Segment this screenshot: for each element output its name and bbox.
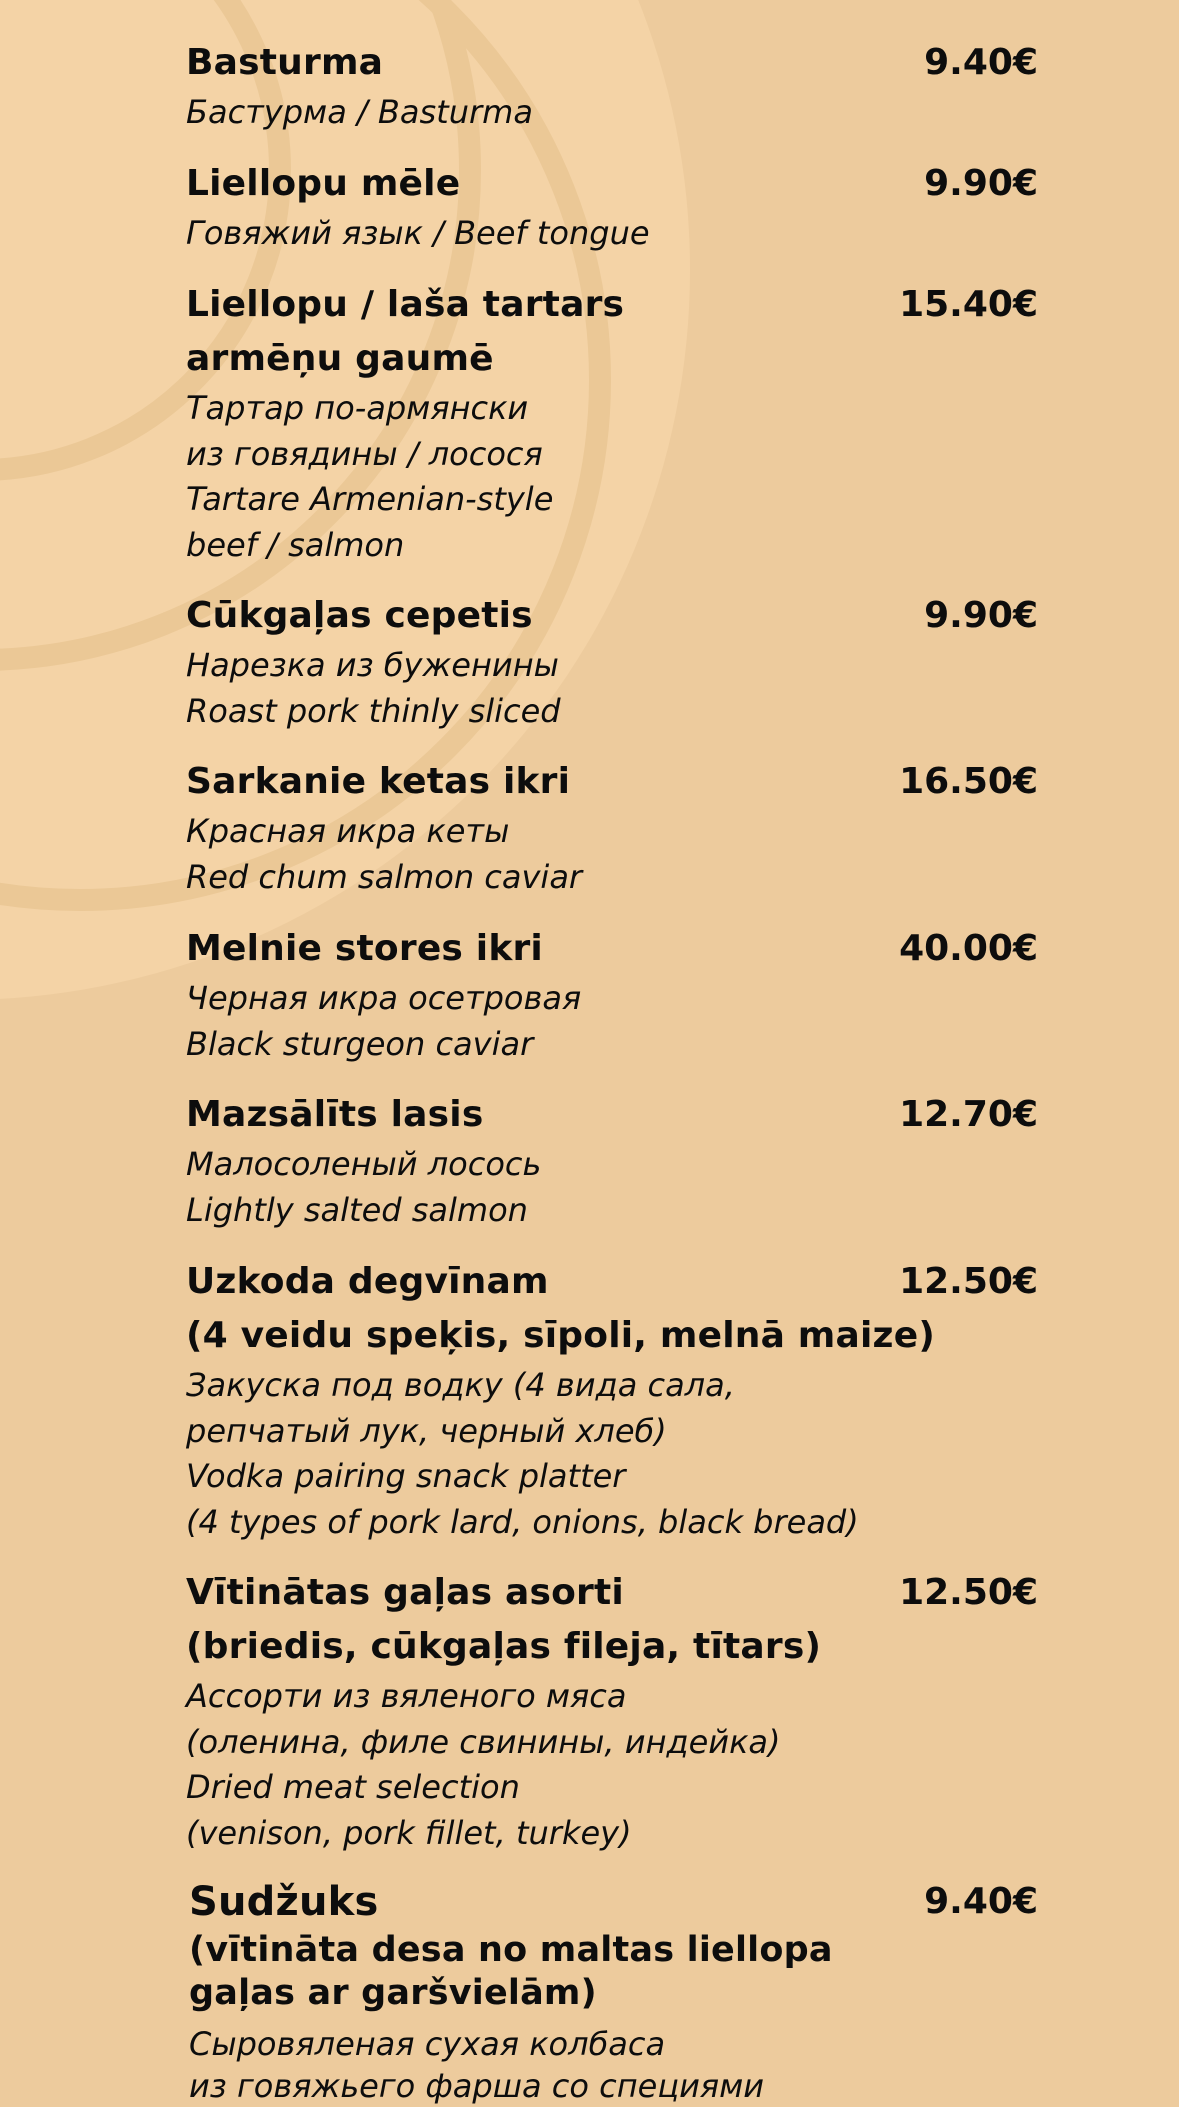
item-description: Красная икра кеты Red chum salmon caviar [186,812,583,896]
item-price: 9.40€ [924,1881,1038,1922]
item-description: Бастурма / Basturma [186,93,533,131]
item-price: 12.50€ [899,1261,1038,1302]
item-description: Малосоленый лосось Lightly salted salmon [186,1145,542,1229]
menu-item [186,157,1038,257]
item-price: 15.40€ [899,284,1038,325]
menu-item [186,1088,1038,1233]
item-price: 40.00€ [899,928,1038,969]
item-description: Тартар по-армянски из говядины / лосося Tartare Armenian-style beef / salmon [186,389,554,564]
menu-item [186,589,1038,734]
menu-item [186,36,1038,136]
menu-item [189,1875,1038,2107]
item-price: 16.50€ [899,761,1038,802]
item-name: Basturma [186,42,384,83]
item-price: 9.90€ [924,595,1038,636]
item-price: 9.90€ [924,163,1038,204]
item-name: Uzkoda degvīnam (4 veidu speķis, sīpoli, melnā maize) [186,1261,935,1356]
item-description: Нарезка из буженины Roast pork thinly sliced [186,646,561,730]
item-name: Vītinātas gaļas asorti (briedis, cūkgaļas fileja, tītars) [186,1572,822,1667]
item-description: Сыровяленая сухая колбаса из говяжьего фарша со специями [189,2025,765,2105]
menu-item [186,278,1038,568]
item-name: Liellopu mēle [186,163,461,204]
item-price: 12.70€ [899,1094,1038,1135]
item-name: Mazsālīts lasis [186,1094,484,1135]
menu-item [186,1255,1038,1545]
item-price: 9.40€ [924,42,1038,83]
item-name: Sudžuks (vītināta desa no maltas liellopa gaļas ar garšvielām) [189,1879,833,2013]
item-name: Cūkgaļas cepetis [186,595,533,636]
item-price: 12.50€ [899,1572,1038,1613]
menu-item [186,922,1038,1067]
item-name: Sarkanie ketas ikri [186,761,571,802]
item-description: Закуска под водку (4 вида сала, репчатый лук, черный хлеб) Vodka pairing snack platter (4 types of pork lard, onions, black bread) [186,1366,859,1541]
item-name: Melnie stores ikri [186,928,543,969]
menu-item [186,1566,1038,1856]
menu-item [186,755,1038,900]
item-name: Liellopu / laša tartars armēņu gaumē [186,284,625,379]
item-description: Ассорти из вяленого мяса (оленина, филе свинины, индейка) Dried meat selection (venison, pork fillet, turkey) [186,1677,781,1852]
item-description: Говяжий язык / Beef tongue [186,214,650,252]
item-description: Черная икра осетровая Black sturgeon caviar [186,979,582,1063]
